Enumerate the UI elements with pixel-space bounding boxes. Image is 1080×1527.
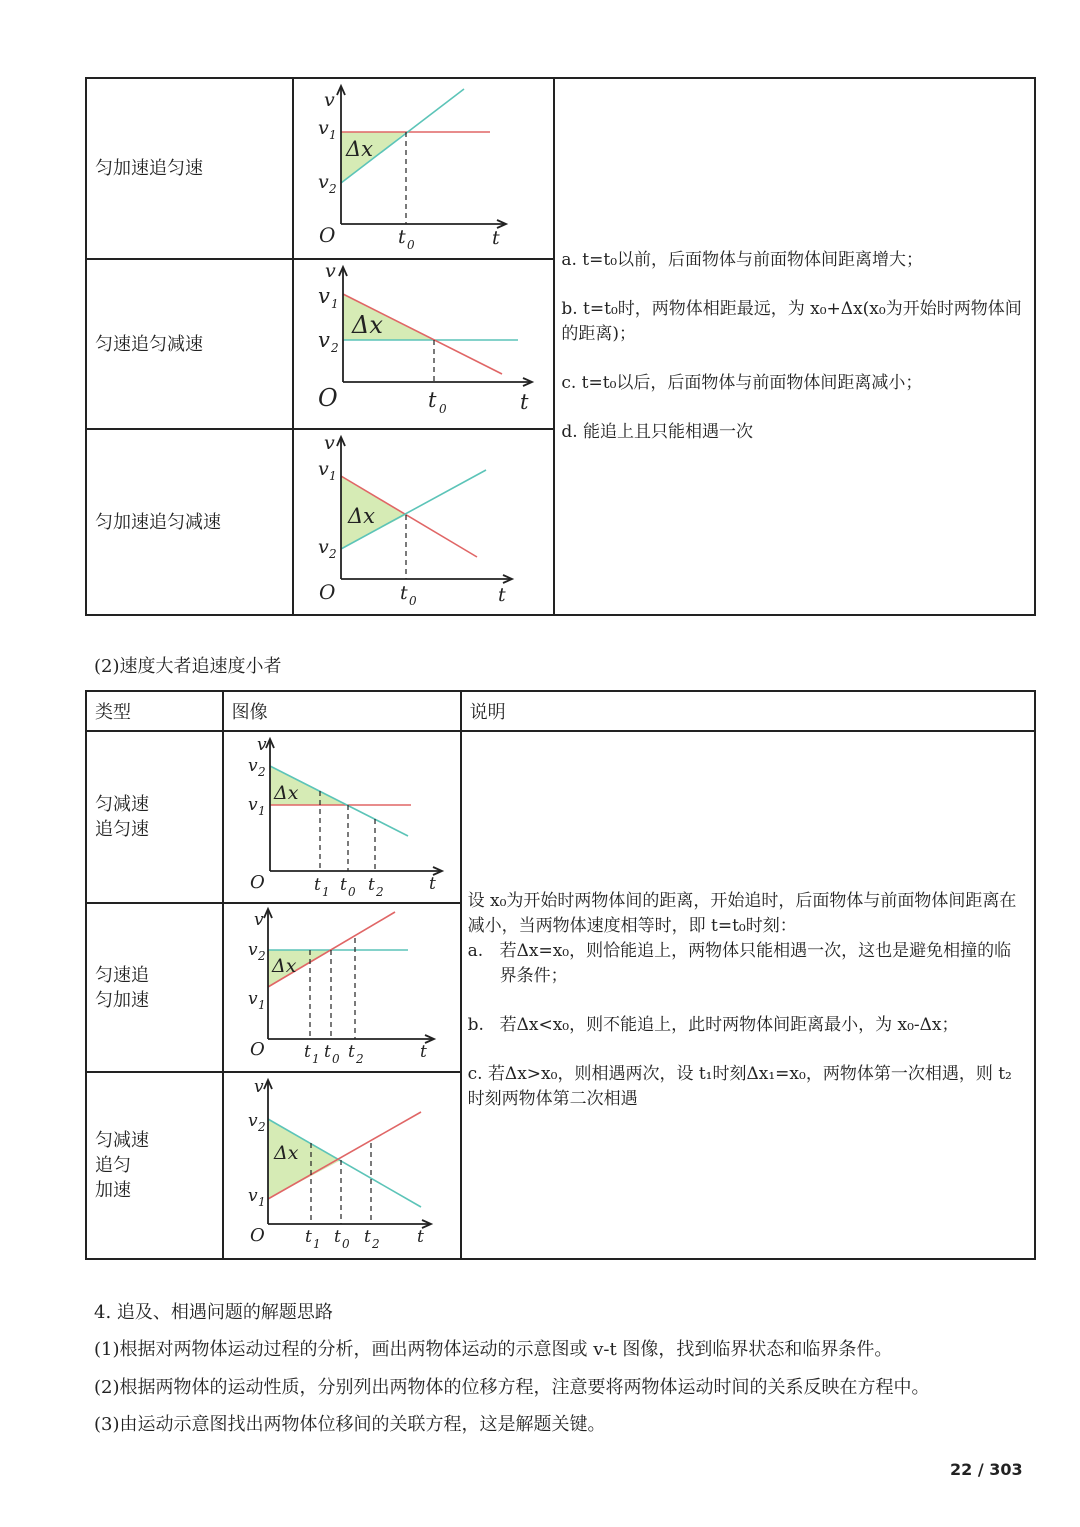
svg-text:1: 1 [331, 296, 339, 311]
origin-label: O [319, 579, 336, 604]
delta-x-label: Δx [352, 310, 384, 339]
svg-text:0: 0 [439, 401, 447, 416]
t0-label: t [400, 581, 408, 604]
v1-label: v [247, 794, 258, 815]
svg-text:0: 0 [409, 593, 417, 608]
graph-cell [293, 78, 554, 259]
v2-label: v [318, 327, 331, 352]
svg-text:1: 1 [257, 997, 266, 1012]
header-type: 类型 [86, 691, 223, 731]
t-label: t [520, 389, 529, 414]
graph-cell [293, 259, 554, 429]
t1-label: t [313, 874, 321, 895]
delta-x-label: Δx [346, 136, 374, 161]
delta-x-label: Δx [273, 781, 299, 804]
svg-text:0: 0 [331, 1051, 340, 1066]
t2-label: t [363, 1226, 371, 1247]
t2-label: t [347, 1041, 355, 1062]
t0-label: t [323, 1041, 331, 1062]
t2-label: t [367, 874, 375, 895]
v-label: v [256, 734, 267, 755]
v-label: v [325, 260, 337, 282]
svg-text:0: 0 [341, 1236, 350, 1251]
graph-cell [223, 903, 461, 1072]
v1-label: v [247, 1185, 258, 1206]
v1-label: v [247, 988, 258, 1009]
page-total: 303 [989, 1460, 1023, 1479]
type-cell: 匀减速 追匀 加速 [86, 1072, 223, 1259]
desc-intro: 设 x₀为开始时两物体间的距离，开始追时，后面物体与前面物体间距离在减小，当两物体速度相等时，即 t=t₀时刻： [467, 890, 1017, 936]
page-number [950, 1460, 1023, 1479]
t1-label: t [304, 1226, 312, 1247]
svg-text:2: 2 [257, 1119, 266, 1134]
chase-table-2 [85, 690, 1036, 1260]
t-label: t [492, 226, 500, 249]
svg-text:2: 2 [371, 1236, 380, 1251]
svg-text:2: 2 [257, 764, 266, 779]
delta-x-label: Δx [273, 1141, 299, 1164]
v2-label: v [247, 755, 258, 776]
svg-text:1: 1 [329, 468, 337, 483]
origin-label: O [249, 1038, 265, 1060]
graph-cell [293, 429, 554, 615]
description-cell [554, 78, 1035, 615]
header-graph: 图像 [223, 691, 461, 731]
vt-graph-3 [294, 431, 552, 614]
origin-label: O [249, 871, 265, 893]
svg-text:2: 2 [257, 948, 266, 963]
v2-label: v [247, 1110, 258, 1131]
vt-graph-1 [294, 80, 552, 258]
v-label: v [324, 431, 336, 454]
t0-label: t [333, 1226, 341, 1247]
vt-graph-2 [294, 261, 552, 428]
svg-text:2: 2 [329, 181, 337, 196]
origin-label: O [319, 222, 336, 247]
type-cell: 匀减速 追匀速 [86, 731, 223, 903]
desc-b: b. 若Δx<x₀，则不能追上，此时两物体间距离最小，为 x₀-Δx； [467, 1014, 959, 1035]
desc-b: b. t=t₀时，两物体相距最远，为 x₀+Δx(x₀为开始时两物体间的距离)； [561, 299, 1022, 344]
graph-cell [223, 731, 461, 903]
svg-text:2: 2 [375, 884, 384, 899]
vt-graph-6 [224, 1074, 459, 1258]
t0-label: t [339, 874, 347, 895]
svg-text:1: 1 [311, 1051, 320, 1066]
svg-text:1: 1 [257, 803, 266, 818]
svg-text:1: 1 [321, 884, 330, 899]
t-label: t [498, 583, 506, 606]
graph-cell [223, 1072, 461, 1259]
svg-text:2: 2 [329, 546, 337, 561]
t1-label: t [303, 1041, 311, 1062]
t0-label: t [428, 387, 437, 412]
header-desc: 说明 [461, 691, 1035, 731]
svg-text:0: 0 [407, 237, 415, 252]
vt-graph-5 [224, 905, 459, 1071]
delta-x-label: Δx [348, 503, 376, 528]
t0-label: t [398, 225, 406, 248]
t-label: t [428, 873, 436, 894]
page-current: 22 [950, 1460, 973, 1479]
v-label: v [253, 909, 264, 930]
v-label: v [324, 88, 336, 111]
svg-text:0: 0 [347, 884, 356, 899]
v1-label: v [318, 283, 331, 308]
desc-d: d. 能追上且只能相遇一次 [561, 422, 754, 442]
caption-2: (2)速度大者追速度小者 [94, 656, 282, 677]
type-cell: 匀加速追匀速 [86, 78, 293, 259]
t-label: t [419, 1041, 427, 1062]
chase-table-1 [85, 77, 1036, 616]
origin-label: O [249, 1224, 265, 1246]
svg-text:2: 2 [331, 340, 339, 355]
v1-label: v [318, 457, 330, 480]
section-4-line-1: (1)根据对两物体运动过程的分析，画出两物体运动的示意图或 v-t 图像，找到临界状态和临界条件。 [94, 1339, 893, 1360]
desc-a: a. t=t₀以前，后面物体与前面物体间距离增大； [561, 250, 924, 270]
page-separator: / [977, 1460, 984, 1479]
v1-label: v [318, 116, 330, 139]
svg-text:1: 1 [257, 1194, 266, 1209]
section-4-line-2: (2)根据两物体的运动性质，分别列出两物体的位移方程，注意要将两物体运动时间的关系反映在方程中。 [94, 1377, 930, 1398]
v2-label: v [247, 939, 258, 960]
section-4-line-3: (3)由运动示意图找出两物体位移间的关联方程，这是解题关键。 [94, 1414, 606, 1435]
desc-a: a. 若Δx=x₀，则恰能追上，两物体只能相遇一次，这也是避免相撞的临界条件； [467, 940, 1012, 986]
type-cell: 匀速追 匀加速 [86, 903, 223, 1072]
v2-label: v [318, 170, 330, 193]
v2-label: v [318, 535, 330, 558]
vt-graph-4 [224, 733, 459, 902]
desc-c: c. t=t₀以后，后面物体与前面物体间距离减小； [561, 373, 923, 393]
description-cell [461, 731, 1035, 1259]
delta-x-label: Δx [271, 954, 297, 977]
type-cell: 匀速追匀减速 [86, 259, 293, 429]
origin-label: O [318, 383, 339, 412]
svg-text:1: 1 [329, 127, 337, 142]
section-4-title: 4. 追及、相遇问题的解题思路 [94, 1302, 333, 1323]
v-label: v [253, 1076, 264, 1097]
svg-text:2: 2 [355, 1051, 364, 1066]
desc-c: c. 若Δx>x₀，则相遇两次，设 t₁时刻Δx₁=x₀，两物体第一次相遇，则 t₂时刻两物体第二次相遇 [467, 1063, 1012, 1109]
t-label: t [416, 1226, 424, 1247]
svg-text:1: 1 [312, 1236, 321, 1251]
type-cell: 匀加速追匀减速 [86, 429, 293, 615]
